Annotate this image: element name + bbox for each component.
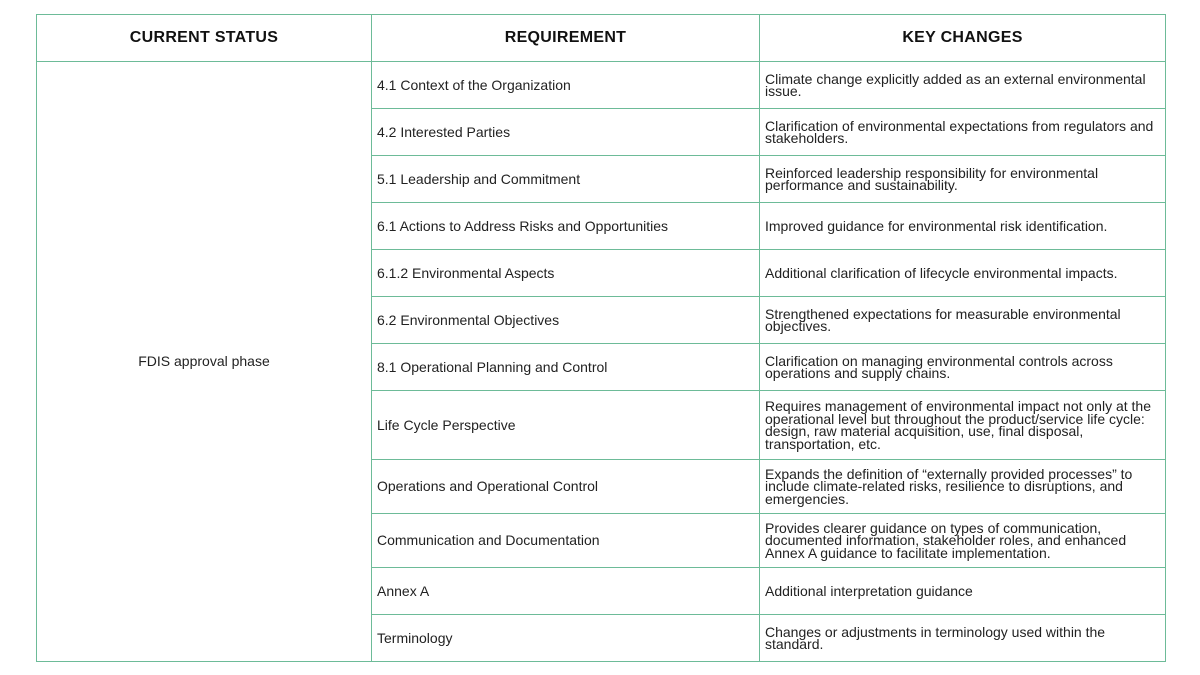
requirement-cell: 4.1 Context of the Organization xyxy=(372,62,760,109)
header-current-status: CURRENT STATUS xyxy=(37,15,372,62)
requirement-cell: Terminology xyxy=(372,615,760,662)
requirement-cell: 5.1 Leadership and Commitment xyxy=(372,156,760,203)
requirement-cell: 6.2 Environmental Objectives xyxy=(372,297,760,344)
key-change-cell: Improved guidance for environmental risk identification. xyxy=(760,203,1166,250)
key-change-cell: Reinforced leadership responsibility for environmental performance and sustainability. xyxy=(760,156,1166,203)
requirement-cell: 6.1 Actions to Address Risks and Opportunities xyxy=(372,203,760,250)
key-change-cell: Clarification of environmental expectations from regulators and stakeholders. xyxy=(760,109,1166,156)
requirement-cell: Communication and Documentation xyxy=(372,514,760,568)
table-row xyxy=(37,62,1166,109)
requirement-cell: Annex A xyxy=(372,568,760,615)
requirement-cell: 8.1 Operational Planning and Control xyxy=(372,344,760,391)
requirement-cell: 6.1.2 Environmental Aspects xyxy=(372,250,760,297)
requirement-cell: 4.2 Interested Parties xyxy=(372,109,760,156)
key-change-cell: Clarification on managing environmental controls across operations and supply chains. xyxy=(760,344,1166,391)
key-change-cell: Provides clearer guidance on types of communication, documented information, stakeholder roles, and enhanced Annex A guidance to facilitate implementation. xyxy=(760,514,1166,568)
key-change-cell: Climate change explicitly added as an external environmental issue. xyxy=(760,62,1166,109)
key-change-cell: Expands the definition of “externally provided processes” to include climate-related risks, resilience to disruptions, and emergencies. xyxy=(760,460,1166,514)
requirement-cell: Operations and Operational Control xyxy=(372,460,760,514)
current-status-cell: FDIS approval phase xyxy=(37,62,372,662)
key-change-cell: Additional interpretation guidance xyxy=(760,568,1166,615)
header-row xyxy=(37,15,1166,62)
header-requirement: REQUIREMENT xyxy=(372,15,760,62)
key-change-cell: Strengthened expectations for measurable environmental objectives. xyxy=(760,297,1166,344)
header-key-changes: KEY CHANGES xyxy=(760,15,1166,62)
requirements-table xyxy=(36,14,1166,662)
key-change-cell: Changes or adjustments in terminology used within the standard. xyxy=(760,615,1166,662)
key-change-cell: Requires management of environmental impact not only at the operational level but throughout the product/service life cycle: design, raw material acquisition, use, final disposal, transportation, etc. xyxy=(760,391,1166,460)
requirement-cell: Life Cycle Perspective xyxy=(372,391,760,460)
key-change-cell: Additional clarification of lifecycle environmental impacts. xyxy=(760,250,1166,297)
